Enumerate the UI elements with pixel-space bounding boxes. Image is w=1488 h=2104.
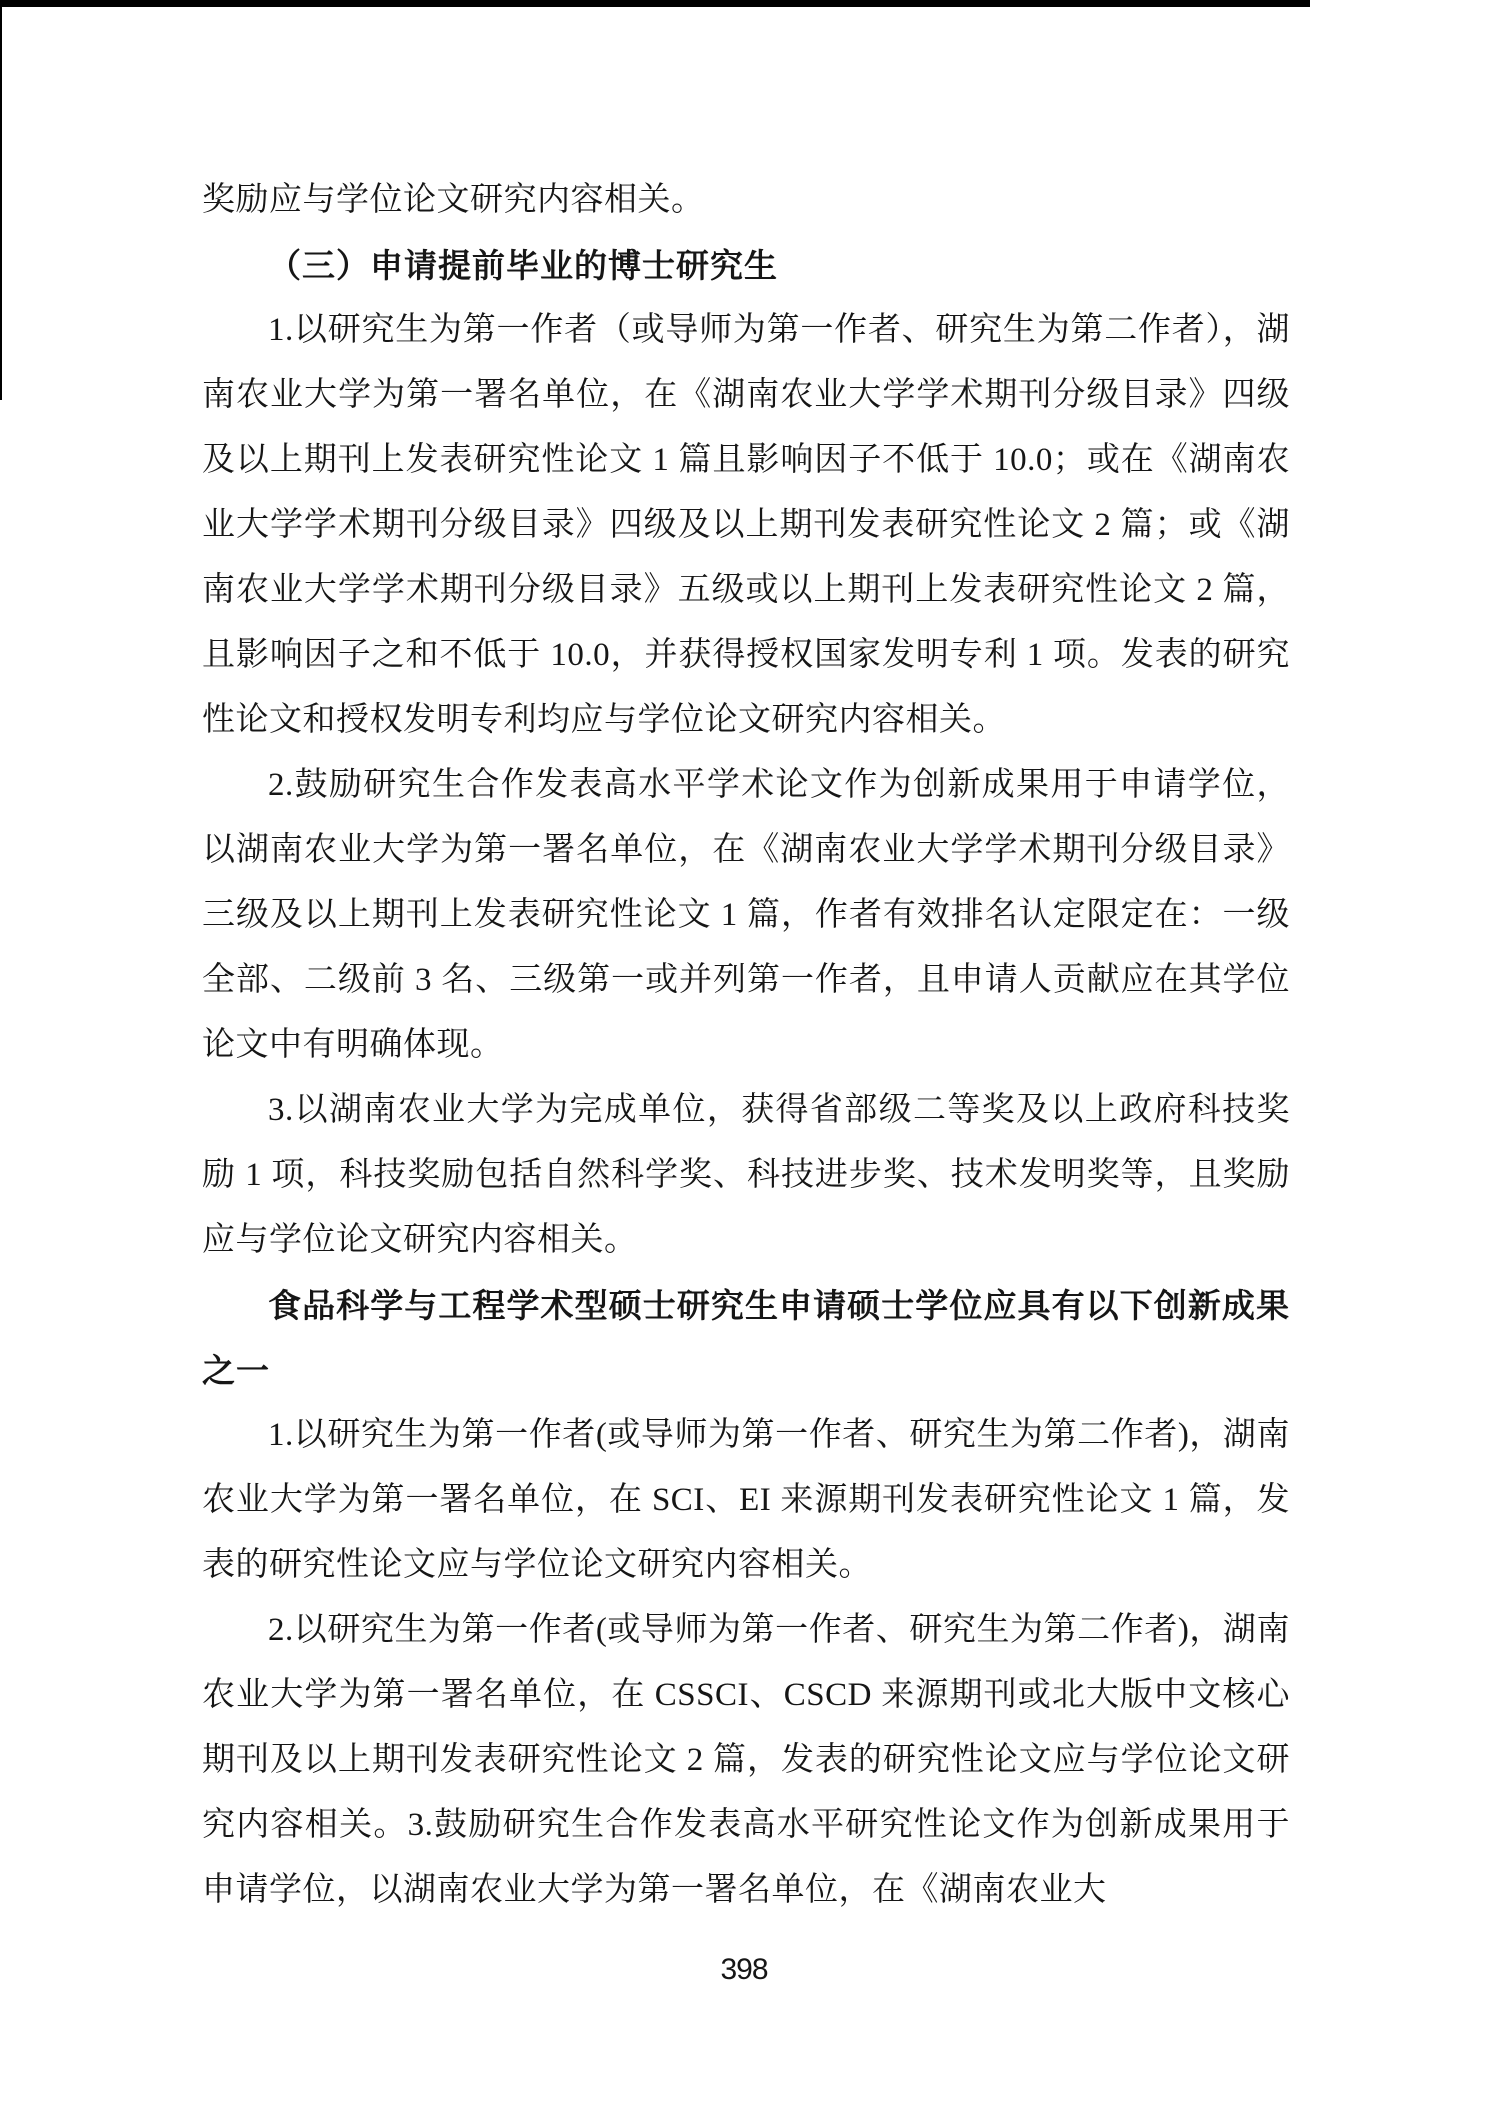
scan-artifact-top-bar xyxy=(0,0,1310,7)
section-heading: 食品科学与工程学术型硕士研究生申请硕士学位应具有以下创新成果之一 xyxy=(202,1287,1290,1389)
section-heading: （三）申请提前毕业的博士研究生 xyxy=(268,247,778,284)
paragraph: 2.鼓励研究生合作发表高水平学术论文作为创新成果用于申请学位，以湖南农业大学为第一署名单位，在《湖南农业大学学术期刊分级目录》三级及以上期刊上发表研究性论文 1 篇，作者有效排名认定限定在：一级全部、二级前 3 名、三级第一或并列第一作者，且申请人贡献应在其学位论文中有明确体现。 xyxy=(202,767,1290,1063)
paragraph: 奖励应与学位论文研究内容相关。 xyxy=(202,182,705,218)
scan-artifact-left-line xyxy=(0,0,2,400)
paragraph: 1.以研究生为第一作者(或导师为第一作者、研究生为第二作者)，湖南农业大学为第一署名单位，在 SCI、EI 来源期刊发表研究性论文 1 篇，发表的研究性论文应与学位论文研究内容相关。 xyxy=(202,1417,1290,1583)
paragraph: 1.以研究生为第一作者（或导师为第一作者、研究生为第二作者），湖南农业大学为第一署名单位，在《湖南农业大学学术期刊分级目录》四级及以上期刊上发表研究性论文 1 篇且影响因子不低于 10.0；或在《湖南农业大学学术期刊分级目录》四级及以上期刊发表研究性论文 2 篇；或《湖南农业大学学术期刊分级目录》五级或以上期刊上发表研究性论文 2 篇，且影响因子之和不低于 10.0，并获得授权国家发明专利 1 项。发表的研究性论文和授权发明专利均应与学位论文研究内容相关。 xyxy=(202,312,1290,738)
paragraph: 3.以湖南农业大学为完成单位，获得省部级二等奖及以上政府科技奖励 1 项，科技奖励包括自然科学奖、科技进步奖、技术发明奖等，且奖励应与学位论文研究内容相关。 xyxy=(202,1092,1290,1258)
paragraph: 2.以研究生为第一作者(或导师为第一作者、研究生为第二作者)，湖南农业大学为第一署名单位，在 CSSCI、CSCD 来源期刊或北大版中文核心期刊及以上期刊发表研究性论文 2 篇，发表的研究性论文应与学位论文研究内容相关。3.鼓励研究生合作发表高水平研究性论文作为创新成果用于申请学位，以湖南农业大学为第一署名单位，在《湖南农业大 xyxy=(202,1612,1290,1908)
document-body xyxy=(202,168,1290,1923)
page-number: 398 xyxy=(720,1953,768,1986)
